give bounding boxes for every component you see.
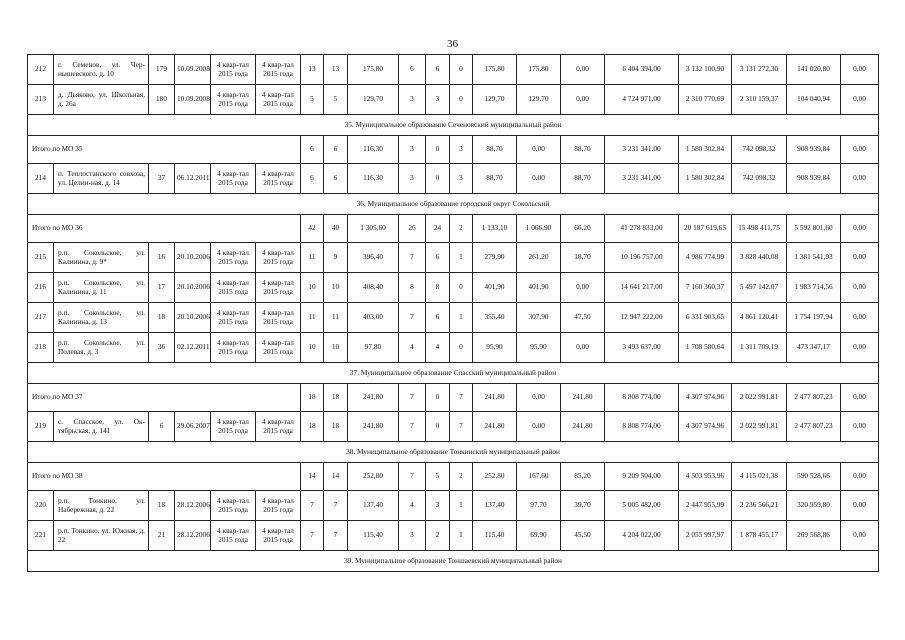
cell-document-date: 28.12.2006 xyxy=(175,521,211,551)
cell-value-c12: 3 xyxy=(450,164,473,194)
section-title: 35. Муниципальное образование Сеченовский муниципальный район xyxy=(28,115,879,136)
cell-planned-date: 4 квар-тал 2015 года xyxy=(256,303,301,333)
cell-row-number: 212 xyxy=(28,55,54,85)
cell-value-c7: 14 xyxy=(301,463,324,491)
cell-address: р.п. Сокольское, ул. Калинина, д. 13 xyxy=(54,303,149,333)
subtotal-row xyxy=(28,463,879,491)
cell-value-c9: 396,40 xyxy=(348,243,399,273)
cell-value-c11: 0 xyxy=(426,164,450,194)
cell-value-c16: 8 808 774,00 xyxy=(605,412,679,442)
cell-value-c13: 115,40 xyxy=(473,521,517,551)
cell-value-c15: 88,70 xyxy=(561,164,605,194)
cell-value-c12: 0 xyxy=(450,85,473,115)
cell-value-c10: 3 xyxy=(399,136,426,164)
cell-value-c12: 0 xyxy=(450,273,473,303)
cell-value-c15: 241,80 xyxy=(561,384,605,412)
cell-value-c20: 0,00 xyxy=(841,491,879,521)
cell-planned-date: 4 квар-тал 2015 года xyxy=(211,55,256,85)
table-row xyxy=(28,491,879,521)
cell-planned-date: 4 квар-тал 2015 года xyxy=(256,521,301,551)
cell-value-c11: 6 xyxy=(426,55,450,85)
cell-planned-date: 4 квар-тал 2015 года xyxy=(211,491,256,521)
cell-value-c17: 1 708 580,64 xyxy=(679,333,732,363)
cell-value-c14: 0,00 xyxy=(517,164,561,194)
cell-value-c19: 908 939,84 xyxy=(787,136,841,164)
cell-value-c19: 908 939,84 xyxy=(787,164,841,194)
subtotal-label: Итого по МО 36 xyxy=(28,215,301,243)
cell-value-c18: 2 236 566,21 xyxy=(732,491,787,521)
table-row xyxy=(28,303,879,333)
subtotal-row xyxy=(28,384,879,412)
cell-value-c16: 5 005 482,00 xyxy=(605,491,679,521)
cell-planned-date: 4 квар-тал 2015 года xyxy=(211,273,256,303)
cell-value-c15: 0,00 xyxy=(561,55,605,85)
cell-value-c13: 88,70 xyxy=(473,164,517,194)
cell-value-c14: 97,70 xyxy=(517,491,561,521)
cell-value-c18: 2 022 991,81 xyxy=(732,384,787,412)
cell-address: р.п. Сокольское, ул. Полевая, д. 3 xyxy=(54,333,149,363)
cell-value-c18: 2 310 159,37 xyxy=(732,85,787,115)
cell-value-c10: 3 xyxy=(399,85,426,115)
subtotal-row xyxy=(28,136,879,164)
cell-value-c19: 590 528,66 xyxy=(787,463,841,491)
cell-value-c8: 10 xyxy=(324,333,348,363)
cell-planned-date: 4 квар-тал 2015 года xyxy=(256,164,301,194)
cell-value-c18: 4 115 021,38 xyxy=(732,463,787,491)
cell-document-date: 28.12.2006 xyxy=(175,491,211,521)
cell-address: д. Дьяково, ул. Школьная, д. 26а xyxy=(54,85,149,115)
cell-value-c10: 7 xyxy=(399,303,426,333)
cell-value-c19: 473 347,17 xyxy=(787,333,841,363)
cell-value-c7: 7 xyxy=(301,521,324,551)
cell-value-c20: 0,00 xyxy=(841,215,879,243)
cell-value-c11: 6 xyxy=(426,243,450,273)
cell-value-c10: 4 xyxy=(399,491,426,521)
cell-value-c13: 88,70 xyxy=(473,136,517,164)
cell-value-c20: 0,00 xyxy=(841,85,879,115)
cell-value-c15: 47,50 xyxy=(561,303,605,333)
cell-document-date: 10.09.2008 xyxy=(175,85,211,115)
cell-value-c18: 742 098,32 xyxy=(732,136,787,164)
cell-value-c19: 269 568,86 xyxy=(787,521,841,551)
cell-value-c15: 241,80 xyxy=(561,412,605,442)
cell-value-c16: 14 641 217,00 xyxy=(605,273,679,303)
cell-value-c9: 116,30 xyxy=(348,136,399,164)
cell-value-c14: 261,20 xyxy=(517,243,561,273)
cell-value-c8: 13 xyxy=(324,55,348,85)
cell-value-c13: 129,70 xyxy=(473,85,517,115)
page-number: 36 xyxy=(447,38,458,50)
cell-value-c14: 167,60 xyxy=(517,463,561,491)
cell-value-c14: 1 066,90 xyxy=(517,215,561,243)
table-row xyxy=(28,85,879,115)
cell-value-c12: 3 xyxy=(450,136,473,164)
cell-value-c12: 2 xyxy=(450,215,473,243)
cell-value-c8: 40 xyxy=(324,215,348,243)
cell-value-c19: 2 477 807,23 xyxy=(787,412,841,442)
cell-value-c8: 10 xyxy=(324,273,348,303)
cell-value-c11: 24 xyxy=(426,215,450,243)
cell-value-c12: 0 xyxy=(450,55,473,85)
cell-planned-date: 4 квар-тал 2015 года xyxy=(256,55,301,85)
table-row xyxy=(28,333,879,363)
cell-value-c16: 3 231 341,00 xyxy=(605,164,679,194)
cell-value-c13: 279,90 xyxy=(473,243,517,273)
cell-value-c17: 4 986 774,99 xyxy=(679,243,732,273)
cell-value-c12: 1 xyxy=(450,243,473,273)
cell-document-date: 20.10.2006 xyxy=(175,303,211,333)
cell-value-c15: 18,70 xyxy=(561,243,605,273)
cell-value-c17: 2 447 955,99 xyxy=(679,491,732,521)
section-title: 36. Муниципальное образование городской округ Сокольский xyxy=(28,194,879,215)
cell-value-c8: 7 xyxy=(324,491,348,521)
cell-value-c9: 408,40 xyxy=(348,273,399,303)
table-row xyxy=(28,273,879,303)
cell-value-c16: 6 404 394,00 xyxy=(605,55,679,85)
cell-value-c10: 6 xyxy=(399,55,426,85)
cell-address: п. Теплостанского совхоза, ул. Целин-ная, д. 14 xyxy=(54,164,149,194)
cell-value-c9: 403,00 xyxy=(348,303,399,333)
cell-value-c9: 97,80 xyxy=(348,333,399,363)
cell-value-c8: 7 xyxy=(324,521,348,551)
cell-value-c16: 41 278 833,00 xyxy=(605,215,679,243)
cell-value-c7: 13 xyxy=(301,55,324,85)
cell-value-c10: 7 xyxy=(399,384,426,412)
cell-value-c19: 320 959,80 xyxy=(787,491,841,521)
cell-value-c19: 1 754 197,94 xyxy=(787,303,841,333)
cell-value-c17: 20 187 619,65 xyxy=(679,215,732,243)
cell-value-c9: 1 305,60 xyxy=(348,215,399,243)
cell-value-c17: 2 055 997,97 xyxy=(679,521,732,551)
cell-value-c13: 137,40 xyxy=(473,491,517,521)
cell-value-c11: 4 xyxy=(426,333,450,363)
cell-value-c20: 0,00 xyxy=(841,463,879,491)
cell-value-c18: 4 861 120,41 xyxy=(732,303,787,333)
cell-row-number: 217 xyxy=(28,303,54,333)
cell-document-number: 18 xyxy=(149,303,175,333)
cell-value-c9: 175,80 xyxy=(348,55,399,85)
cell-value-c19: 1 983 714,56 xyxy=(787,273,841,303)
subtotal-label: Итого по МО 37 xyxy=(28,384,301,412)
cell-row-number: 219 xyxy=(28,412,54,442)
cell-value-c15: 0,00 xyxy=(561,273,605,303)
cell-planned-date: 4 квар-тал 2015 года xyxy=(211,303,256,333)
cell-document-number: 37 xyxy=(149,164,175,194)
cell-row-number: 220 xyxy=(28,491,54,521)
cell-value-c12: 2 xyxy=(450,463,473,491)
cell-value-c10: 4 xyxy=(399,333,426,363)
cell-value-c13: 175,80 xyxy=(473,55,517,85)
cell-value-c17: 2 310 770,69 xyxy=(679,85,732,115)
cell-address: р.п. Тонкино, ул. Южная, д. 22 xyxy=(54,521,149,551)
cell-value-c18: 15 498 411,75 xyxy=(732,215,787,243)
section-title: 37. Муниципальное образование Спасский муниципальный район xyxy=(28,363,879,384)
cell-value-c9: 241,80 xyxy=(348,412,399,442)
cell-planned-date: 4 квар-тал 2015 года xyxy=(211,521,256,551)
cell-value-c14: 0,00 xyxy=(517,384,561,412)
cell-row-number: 221 xyxy=(28,521,54,551)
subtotal-label: Итого по МО 35 xyxy=(28,136,301,164)
cell-address: р.п. Сокольское, ул. Калинина, д. 9* xyxy=(54,243,149,273)
cell-row-number: 216 xyxy=(28,273,54,303)
cell-value-c7: 18 xyxy=(301,384,324,412)
cell-planned-date: 4 квар-тал 2015 года xyxy=(256,273,301,303)
cell-value-c15: 85,20 xyxy=(561,463,605,491)
cell-value-c9: 129,70 xyxy=(348,85,399,115)
cell-value-c19: 141 020,80 xyxy=(787,55,841,85)
cell-value-c12: 1 xyxy=(450,491,473,521)
cell-value-c10: 7 xyxy=(399,412,426,442)
cell-value-c15: 0,00 xyxy=(561,333,605,363)
cell-value-c14: 401,90 xyxy=(517,273,561,303)
cell-value-c19: 1 381 541,93 xyxy=(787,243,841,273)
cell-value-c11: 0 xyxy=(426,384,450,412)
cell-document-date: 20.10.2006 xyxy=(175,243,211,273)
cell-value-c17: 7 160 360,37 xyxy=(679,273,732,303)
cell-value-c17: 4 503 953,96 xyxy=(679,463,732,491)
cell-value-c17: 3 132 100,90 xyxy=(679,55,732,85)
cell-value-c11: 3 xyxy=(426,491,450,521)
cell-address: с. Спасское, ул. Ок-тябрьская, д. 141 xyxy=(54,412,149,442)
cell-planned-date: 4 квар-тал 2015 года xyxy=(211,333,256,363)
cell-planned-date: 4 квар-тал 2015 года xyxy=(211,412,256,442)
cell-document-number: 6 xyxy=(149,412,175,442)
cell-document-date: 06.12.2011 xyxy=(175,164,211,194)
cell-value-c19: 104 040,94 xyxy=(787,85,841,115)
cell-value-c14: 95,90 xyxy=(517,333,561,363)
cell-value-c7: 5 xyxy=(301,85,324,115)
cell-value-c16: 10 196 757,00 xyxy=(605,243,679,273)
cell-value-c20: 0,00 xyxy=(841,164,879,194)
cell-value-c16: 3 493 637,00 xyxy=(605,333,679,363)
cell-document-number: 179 xyxy=(149,55,175,85)
cell-value-c10: 26 xyxy=(399,215,426,243)
cell-planned-date: 4 квар-тал 2015 года xyxy=(256,412,301,442)
cell-value-c9: 116,30 xyxy=(348,164,399,194)
cell-value-c18: 5 497 142,07 xyxy=(732,273,787,303)
cell-value-c13: 401,90 xyxy=(473,273,517,303)
cell-value-c7: 42 xyxy=(301,215,324,243)
cell-value-c7: 11 xyxy=(301,243,324,273)
cell-value-c15: 45,50 xyxy=(561,521,605,551)
cell-value-c20: 0,00 xyxy=(841,333,879,363)
table-row xyxy=(28,412,879,442)
cell-planned-date: 4 квар-тал 2015 года xyxy=(211,164,256,194)
cell-value-c7: 6 xyxy=(301,136,324,164)
section-header-row xyxy=(28,115,879,136)
cell-value-c12: 7 xyxy=(450,384,473,412)
cell-value-c18: 742 098,32 xyxy=(732,164,787,194)
cell-value-c12: 7 xyxy=(450,412,473,442)
cell-value-c8: 18 xyxy=(324,412,348,442)
cell-document-number: 18 xyxy=(149,491,175,521)
cell-value-c15: 88,70 xyxy=(561,136,605,164)
cell-value-c13: 355,40 xyxy=(473,303,517,333)
cell-value-c15: 66,20 xyxy=(561,215,605,243)
cell-value-c13: 252,80 xyxy=(473,463,517,491)
table-row xyxy=(28,521,879,551)
cell-value-c16: 12 947 222,00 xyxy=(605,303,679,333)
cell-value-c19: 2 477 807,23 xyxy=(787,384,841,412)
cell-document-date: 02.12.2011 xyxy=(175,333,211,363)
cell-planned-date: 4 квар-тал 2015 года xyxy=(211,243,256,273)
cell-value-c7: 7 xyxy=(301,491,324,521)
table-row xyxy=(28,164,879,194)
cell-value-c20: 0,00 xyxy=(841,55,879,85)
cell-value-c16: 4 204 022,00 xyxy=(605,521,679,551)
table-row xyxy=(28,55,879,85)
cell-value-c17: 4 307 974,96 xyxy=(679,384,732,412)
cell-value-c14: 0,00 xyxy=(517,136,561,164)
cell-value-c13: 241,80 xyxy=(473,412,517,442)
cell-value-c9: 252,80 xyxy=(348,463,399,491)
cell-value-c17: 1 580 302,84 xyxy=(679,164,732,194)
cell-value-c18: 3 828 440,08 xyxy=(732,243,787,273)
cell-value-c17: 6 331 903,65 xyxy=(679,303,732,333)
cell-value-c10: 3 xyxy=(399,521,426,551)
cell-document-number: 17 xyxy=(149,273,175,303)
cell-value-c14: 69,90 xyxy=(517,521,561,551)
cell-planned-date: 4 квар-тал 2015 года xyxy=(256,85,301,115)
cell-address: р.п. Сокольское, ул. Калинина, д. 11 xyxy=(54,273,149,303)
cell-planned-date: 4 квар-тал 2015 года xyxy=(256,491,301,521)
cell-row-number: 213 xyxy=(28,85,54,115)
cell-document-number: 36 xyxy=(149,333,175,363)
cell-row-number: 215 xyxy=(28,243,54,273)
cell-value-c8: 6 xyxy=(324,164,348,194)
cell-value-c12: 1 xyxy=(450,521,473,551)
cell-value-c11: 5 xyxy=(426,463,450,491)
cell-value-c19: 5 592 801,60 xyxy=(787,215,841,243)
cell-value-c16: 3 231 341,00 xyxy=(605,136,679,164)
cell-value-c7: 6 xyxy=(301,164,324,194)
subtotal-label: Итого по МО 38 xyxy=(28,463,301,491)
cell-document-number: 180 xyxy=(149,85,175,115)
cell-value-c11: 3 xyxy=(426,85,450,115)
cell-value-c10: 3 xyxy=(399,164,426,194)
cell-value-c8: 18 xyxy=(324,384,348,412)
cell-value-c11: 6 xyxy=(426,303,450,333)
section-title: 39. Муниципальное образование Тоншаевский муниципальный район xyxy=(28,551,879,572)
cell-value-c20: 0,00 xyxy=(841,384,879,412)
cell-row-number: 218 xyxy=(28,333,54,363)
cell-document-date: 10.09.2008 xyxy=(175,55,211,85)
cell-value-c11: 0 xyxy=(426,412,450,442)
cell-value-c13: 1 133,10 xyxy=(473,215,517,243)
cell-value-c20: 0,00 xyxy=(841,243,879,273)
cell-value-c18: 2 022 991,81 xyxy=(732,412,787,442)
cell-value-c20: 0,00 xyxy=(841,303,879,333)
cell-row-number: 214 xyxy=(28,164,54,194)
cell-document-date: 20.10.2006 xyxy=(175,273,211,303)
cell-value-c15: 39,70 xyxy=(561,491,605,521)
cell-value-c8: 9 xyxy=(324,243,348,273)
cell-address: г. Семенов, ул. Чер-нышевского, д. 10 xyxy=(54,55,149,85)
cell-value-c7: 18 xyxy=(301,412,324,442)
cell-value-c14: 175,80 xyxy=(517,55,561,85)
cell-value-c16: 9 209 504,00 xyxy=(605,463,679,491)
cell-planned-date: 4 квар-тал 2015 года xyxy=(256,333,301,363)
housing-resettlement-table xyxy=(27,54,879,572)
cell-value-c10: 8 xyxy=(399,273,426,303)
cell-value-c18: 1 878 455,17 xyxy=(732,521,787,551)
cell-value-c7: 11 xyxy=(301,303,324,333)
cell-value-c8: 11 xyxy=(324,303,348,333)
cell-value-c20: 0,00 xyxy=(841,273,879,303)
cell-planned-date: 4 квар-тал 2015 года xyxy=(211,85,256,115)
cell-value-c11: 8 xyxy=(426,273,450,303)
cell-value-c16: 4 724 971,00 xyxy=(605,85,679,115)
cell-value-c7: 10 xyxy=(301,333,324,363)
section-header-row xyxy=(28,363,879,384)
cell-value-c9: 115,40 xyxy=(348,521,399,551)
section-header-row xyxy=(28,551,879,572)
cell-value-c10: 7 xyxy=(399,243,426,273)
cell-value-c8: 5 xyxy=(324,85,348,115)
cell-value-c17: 4 307 974,96 xyxy=(679,412,732,442)
table-row xyxy=(28,243,879,273)
cell-document-number: 16 xyxy=(149,243,175,273)
cell-value-c15: 0,00 xyxy=(561,85,605,115)
cell-value-c12: 1 xyxy=(450,303,473,333)
cell-value-c8: 6 xyxy=(324,136,348,164)
cell-value-c17: 1 580 302,84 xyxy=(679,136,732,164)
cell-document-date: 29.06.2007 xyxy=(175,412,211,442)
cell-value-c14: 0,00 xyxy=(517,412,561,442)
cell-document-number: 21 xyxy=(149,521,175,551)
cell-value-c13: 241,80 xyxy=(473,384,517,412)
cell-value-c9: 241,80 xyxy=(348,384,399,412)
cell-value-c9: 137,40 xyxy=(348,491,399,521)
cell-address: р.п. Тонкино, ул. Набережная, д. 22 xyxy=(54,491,149,521)
cell-value-c18: 1 311 709,19 xyxy=(732,333,787,363)
cell-value-c18: 3 131 272,30 xyxy=(732,55,787,85)
cell-planned-date: 4 квар-тал 2015 года xyxy=(256,243,301,273)
cell-value-c20: 0,00 xyxy=(841,521,879,551)
cell-value-c13: 95,90 xyxy=(473,333,517,363)
cell-value-c7: 10 xyxy=(301,273,324,303)
cell-value-c11: 0 xyxy=(426,136,450,164)
section-header-row xyxy=(28,194,879,215)
cell-value-c20: 0,00 xyxy=(841,412,879,442)
subtotal-row xyxy=(28,215,879,243)
cell-value-c8: 14 xyxy=(324,463,348,491)
cell-value-c12: 0 xyxy=(450,333,473,363)
cell-value-c16: 8 808 774,00 xyxy=(605,384,679,412)
cell-value-c11: 2 xyxy=(426,521,450,551)
cell-value-c20: 0,00 xyxy=(841,136,879,164)
cell-value-c14: 129,70 xyxy=(517,85,561,115)
section-header-row xyxy=(28,442,879,463)
cell-value-c10: 7 xyxy=(399,463,426,491)
section-title: 38. Муниципальное образование Тонкинский муниципальный район xyxy=(28,442,879,463)
cell-value-c14: 307,90 xyxy=(517,303,561,333)
